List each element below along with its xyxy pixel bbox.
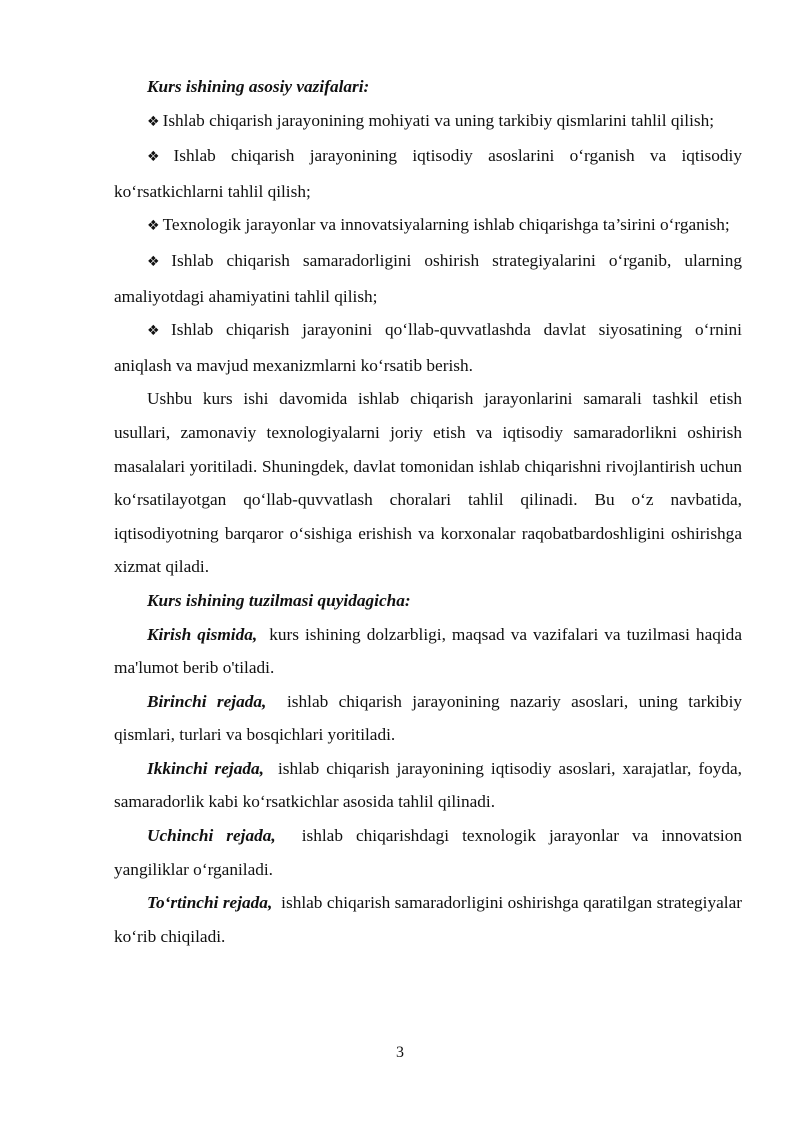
structure-heading: Kurs ishining tuzilmasi quyidagicha:: [147, 590, 411, 610]
structure-item: [114, 618, 742, 685]
four-diamond-bullet-icon: ❖: [147, 113, 160, 130]
task-text: Ishlab chiqarish samaradorligini oshirish strategiyalarini o‘rganib, ularning amaliyotdagi ahamiyatini tahlil qilish;: [114, 250, 742, 306]
task-item: [114, 208, 742, 244]
task-item: [114, 139, 742, 208]
structure-item: [114, 685, 742, 752]
structure-item-text: ishlab chiqarish samaradorligini oshirishga qaratilgan strategiyalar ko‘rib chiqiladi.: [114, 893, 743, 946]
task-text: Texnologik jarayonlar va innovatsiyalarning ishlab chiqarishga ta’sirini o‘rganish;: [162, 215, 730, 235]
structure-item-text: kurs ishining dolzarbligi, maqsad va vazifalari va tuzilmasi haqida ma'lumot berib o'tiladi.: [114, 624, 742, 678]
structure-item-lead: Uchinchi rejada,: [147, 826, 276, 846]
task-item: [114, 104, 742, 140]
document-page: [114, 70, 742, 953]
tasks-heading: Kurs ishining asosiy vazifalari:: [147, 77, 370, 96]
task-text: Ishlab chiqarish jarayonini qo‘llab-quvvatlashda davlat siyosatining o‘rnini aniqlash va mavjud mexanizmlarni ko‘rsatib berish.: [114, 320, 742, 375]
task-item: [114, 313, 742, 382]
structure-item: [114, 752, 742, 819]
four-diamond-bullet-icon: ❖: [147, 323, 169, 340]
structure-item: [114, 886, 742, 953]
structure-item-lead: Birinchi rejada,: [147, 691, 267, 711]
four-diamond-bullet-icon: ❖: [147, 218, 160, 235]
task-text: Ishlab chiqarish jarayonining mohiyati va uning tarkibiy qismlarini tahlil qilish;: [162, 110, 715, 130]
structure-item-text: ishlab chiqarishdagi texnologik jarayonlar va innovatsion yangiliklar o‘rganiladi.: [114, 826, 742, 879]
four-diamond-bullet-icon: ❖: [147, 149, 171, 166]
structure-item-text: ishlab chiqarish jarayonining nazariy asoslari, uning tarkibiy qismlari, turlari va bosqichlari yoritiladi.: [114, 691, 743, 745]
structure-item-text: ishlab chiqarish jarayonining iqtisodiy asoslari, xarajatlar, foyda, samaradorlik kabi ko‘rsatkichlar asosida tahlil qilinadi.: [114, 758, 743, 812]
four-diamond-bullet-icon: ❖: [147, 253, 169, 270]
task-item: [114, 244, 742, 313]
structure-item: [114, 819, 742, 886]
structure-item-lead: To‘rtinchi rejada,: [147, 893, 273, 913]
task-text: Ishlab chiqarish jarayonining iqtisodiy asoslarini o‘rganish va iqtisodiy ko‘rsatkichlarni tahlil qilish;: [114, 146, 742, 201]
structure-item-lead: Ikkinchi rejada,: [147, 758, 264, 778]
structure-item-lead: Kirish qismida,: [147, 624, 258, 644]
page-number: 3: [396, 1044, 404, 1061]
summary-paragraph: Ushbu kurs ishi davomida ishlab chiqarish jarayonlarini samarali tashkil etish usullari, zamonaviy texnologiyalarni joriy etish va iqtisodiy samaradorlikni oshirish masalalari yoritiladi. Shuningdek, davlat tomonidan ishlab chiqarishni rivojlantirish uchun ko‘rsatilayotgan qo‘llab-quvvatlash choralari tahlil qilinadi. Bu o‘z navbatida, iqtisodiyotning barqaror o‘sishiga erishish va korxonalar raqobatbardoshligini oshirishga xizmat qiladi.: [114, 389, 742, 577]
